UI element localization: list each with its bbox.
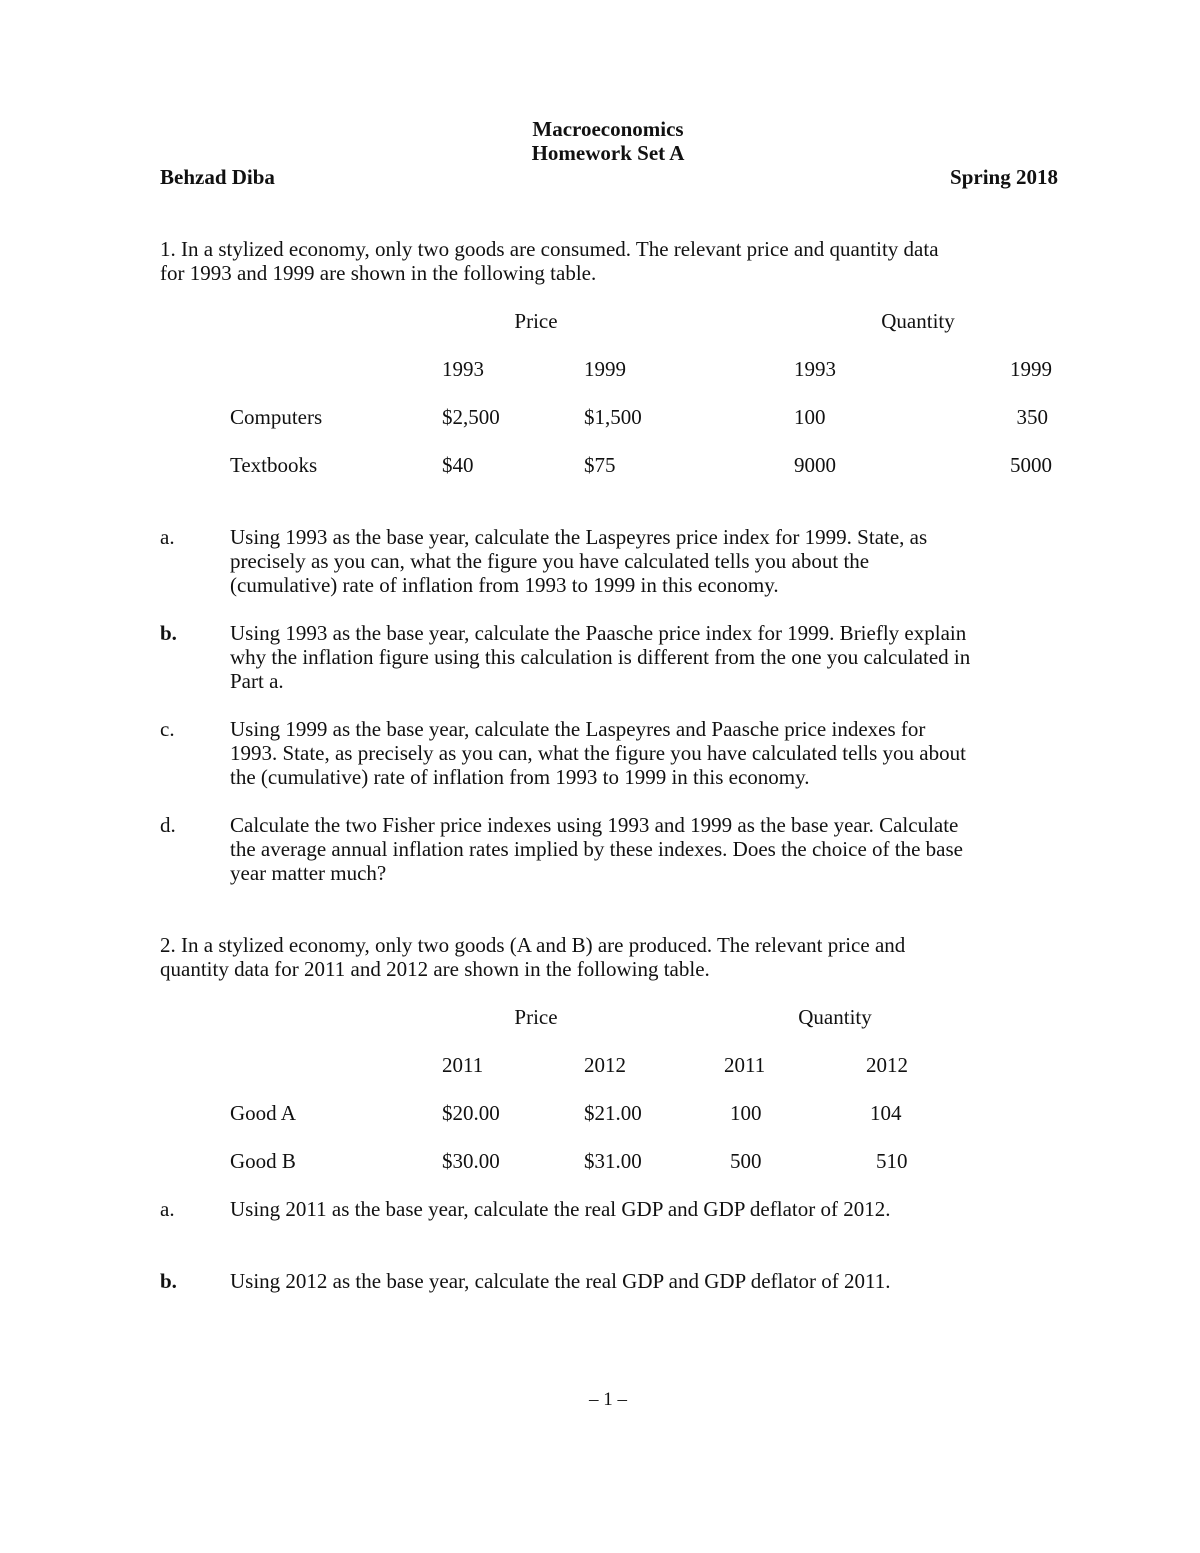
item-line: why the inflation figure using this calculation is different from the one you calculated in xyxy=(230,645,971,669)
item-text xyxy=(230,621,970,693)
item-line: year matter much? xyxy=(230,861,387,885)
page-number: – 1 – xyxy=(589,1389,627,1410)
q1-cell: 350 xyxy=(1016,405,1048,429)
q2-year-header: 2011 xyxy=(724,1053,766,1077)
q1-cell: 9000 xyxy=(794,453,836,477)
q2-cell: $30.00 xyxy=(442,1149,500,1173)
q2-cell: 500 xyxy=(730,1149,762,1173)
term: Spring 2018 xyxy=(950,165,1058,189)
item-text xyxy=(230,1269,890,1293)
q1-cell: $2,500 xyxy=(442,405,500,429)
item-line: Using 1993 as the base year, calculate the Paasche price index for 1999. Briefly explain xyxy=(230,621,967,645)
q2-cell: 100 xyxy=(730,1101,762,1125)
item-line: Using 1999 as the base year, calculate the Laspeyres and Paasche price indexes for xyxy=(230,717,926,741)
homework-set-title: Homework Set A xyxy=(531,141,685,165)
q1-intro-line: 1. In a stylized economy, only two goods are consumed. The relevant price and quantity data xyxy=(160,237,939,261)
q2-intro-line: quantity data for 2011 and 2012 are shown in the following table. xyxy=(160,957,710,981)
item-line: Part a. xyxy=(230,669,284,693)
item-label: b. xyxy=(160,621,177,645)
q1-year-header: 1993 xyxy=(442,357,484,381)
q1-cell: 5000 xyxy=(1010,453,1052,477)
q2-cell: 510 xyxy=(876,1149,908,1173)
q1-cell: $75 xyxy=(584,453,616,477)
q1-year-header: 1993 xyxy=(794,357,836,381)
item-line: (cumulative) rate of inflation from 1993 to 1999 in this economy. xyxy=(230,573,779,597)
q2-row-label: Good A xyxy=(230,1101,296,1125)
q1-cell: $1,500 xyxy=(584,405,642,429)
q2-year-header: 2011 xyxy=(442,1053,484,1077)
item-line: Calculate the two Fisher price indexes using 1993 and 1999 as the base year. Calculate xyxy=(230,813,959,837)
q1-intro-line: for 1993 and 1999 are shown in the following table. xyxy=(160,261,597,285)
item-label: b. xyxy=(160,1269,177,1293)
item-text xyxy=(230,717,966,789)
q1-price-header: Price xyxy=(514,309,558,333)
q1-cell: 100 xyxy=(794,405,826,429)
q1-quantity-header: Quantity xyxy=(881,309,955,333)
item-line: precisely as you can, what the figure you have calculated tells you about the xyxy=(230,549,870,573)
q1-year-header: 1999 xyxy=(584,357,626,381)
author-name: Behzad Diba xyxy=(160,165,275,189)
q2-intro-line: 2. In a stylized economy, only two goods (A and B) are produced. The relevant price and xyxy=(160,933,906,957)
q1-year-header: 1999 xyxy=(1010,357,1052,381)
item-text xyxy=(230,1197,890,1221)
q2-quantity-header: Quantity xyxy=(798,1005,872,1029)
item-line: the average annual inflation rates implied by these indexes. Does the choice of the base xyxy=(230,837,963,861)
q2-price-header: Price xyxy=(514,1005,558,1029)
q2-year-header: 2012 xyxy=(866,1053,908,1077)
q1-row-label: Textbooks xyxy=(230,453,318,477)
item-label: c. xyxy=(160,717,175,741)
q1-intro xyxy=(160,237,939,285)
q2-cell: 104 xyxy=(870,1101,902,1125)
item-label: a. xyxy=(160,1197,175,1221)
item-line: Using 2012 as the base year, calculate the real GDP and GDP deflator of 2011. xyxy=(230,1269,891,1293)
q1-cell: $40 xyxy=(442,453,474,477)
item-line: 1993. State, as precisely as you can, what the figure you have calculated tells you about xyxy=(230,741,966,765)
item-text xyxy=(230,525,927,597)
q2-cell: $31.00 xyxy=(584,1149,642,1173)
item-label: d. xyxy=(160,813,176,837)
q1-row-label: Computers xyxy=(230,405,323,429)
item-line: Using 1993 as the base year, calculate the Laspeyres price index for 1999. State, as xyxy=(230,525,928,549)
item-line: the (cumulative) rate of inflation from 1993 to 1999 in this economy. xyxy=(230,765,810,789)
q2-intro xyxy=(160,933,905,981)
q2-cell: $20.00 xyxy=(442,1101,500,1125)
q2-cell: $21.00 xyxy=(584,1101,642,1125)
item-text xyxy=(230,813,963,885)
item-line: Using 2011 as the base year, calculate the real GDP and GDP deflator of 2012. xyxy=(230,1197,891,1221)
q2-row-label: Good B xyxy=(230,1149,296,1173)
item-label: a. xyxy=(160,525,175,549)
course-title: Macroeconomics xyxy=(532,117,684,141)
q2-year-header: 2012 xyxy=(584,1053,626,1077)
